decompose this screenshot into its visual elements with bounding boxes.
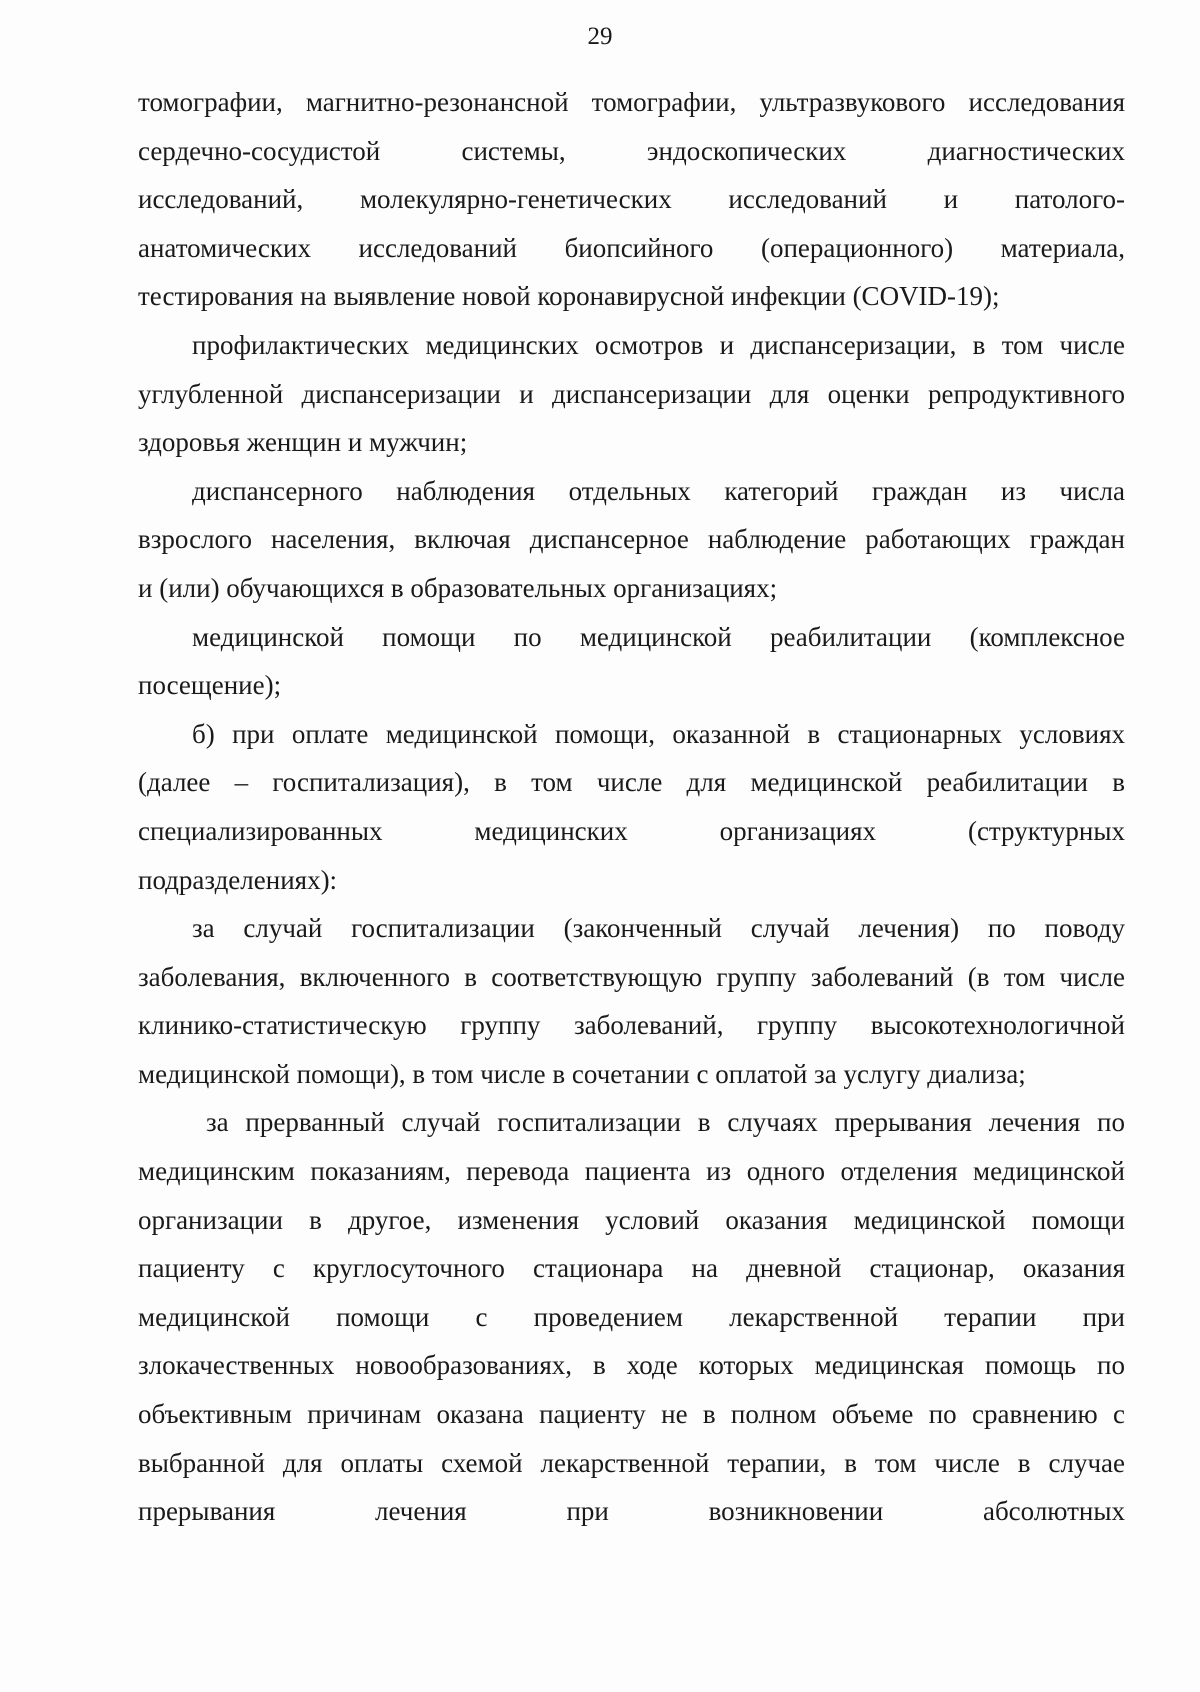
text-line: диспансерного наблюдения отдельных категорий граждан из числа: [192, 475, 1125, 506]
text-line: медицинской помощи), в том числе в сочетании с оплатой за услугу диализа;: [138, 1058, 1026, 1089]
text-line: прерывания лечения при возникновении абсолютных: [138, 1496, 1125, 1527]
text-line: медицинским показаниям, перевода пациента из одного отделения медицинской: [138, 1156, 1125, 1187]
text-line: тестирования на выявление новой коронавирусной инфекции (COVID-19);: [138, 281, 1000, 312]
text-line: сердечно-сосудистой системы, эндоскопических диагностических: [138, 135, 1125, 166]
text-line: пациенту с круглосуточного стационара на дневной стационар, оказания: [138, 1253, 1125, 1284]
text-line: организации в другое, изменения условий оказания медицинской помощи: [138, 1204, 1125, 1235]
text-line: за случай госпитализации (законченный случай лечения) по поводу: [192, 913, 1125, 944]
text-line: клинико-статистическую группу заболеваний, группу высокотехнологичной: [138, 1010, 1125, 1041]
document-body: [138, 78, 1125, 1536]
text-line: углубленной диспансеризации и диспансеризации для оценки репродуктивного: [138, 378, 1125, 409]
text-line: злокачественных новообразованиях, в ходе которых медицинская помощь по: [138, 1350, 1125, 1381]
text-line: анатомических исследований биопсийного (операционного) материала,: [138, 232, 1125, 263]
text-line: медицинской помощи по медицинской реабилитации (комплексное: [192, 621, 1125, 652]
text-line: (далее – госпитализация), в том числе для медицинской реабилитации в: [138, 767, 1125, 798]
text-line: и (или) обучающихся в образовательных организациях;: [138, 572, 778, 603]
text-line: исследований, молекулярно-генетических исследований и патолого-: [138, 184, 1125, 215]
text-line: медицинской помощи с проведением лекарственной терапии при: [138, 1301, 1125, 1332]
text-line: томографии, магнитно-резонансной томографии, ультразвукового исследования: [138, 87, 1125, 117]
text-line: специализированных медицинских организациях (структурных: [138, 815, 1125, 846]
text-line: посещение);: [138, 670, 282, 701]
text-line: выбранной для оплаты схемой лекарственной терапии, в том числе в случае: [138, 1447, 1125, 1478]
page-number: 29: [587, 23, 613, 50]
text-line: за прерванный случай госпитализации в случаях прерывания лечения по: [206, 1107, 1125, 1138]
text-line: здоровья женщин и мужчин;: [138, 427, 468, 458]
text-line: б) при оплате медицинской помощи, оказанной в стационарных условиях: [192, 718, 1125, 749]
text-line: подразделениях):: [138, 864, 338, 895]
text-line: взрослого населения, включая диспансерное наблюдение работающих граждан: [138, 524, 1125, 555]
text-line: объективным причинам оказана пациенту не в полном объеме по сравнению с: [138, 1399, 1125, 1430]
text-line: заболевания, включенного в соответствующую группу заболеваний (в том числе: [138, 961, 1125, 992]
text-line: профилактических медицинских осмотров и диспансеризации, в том числе: [192, 329, 1125, 360]
